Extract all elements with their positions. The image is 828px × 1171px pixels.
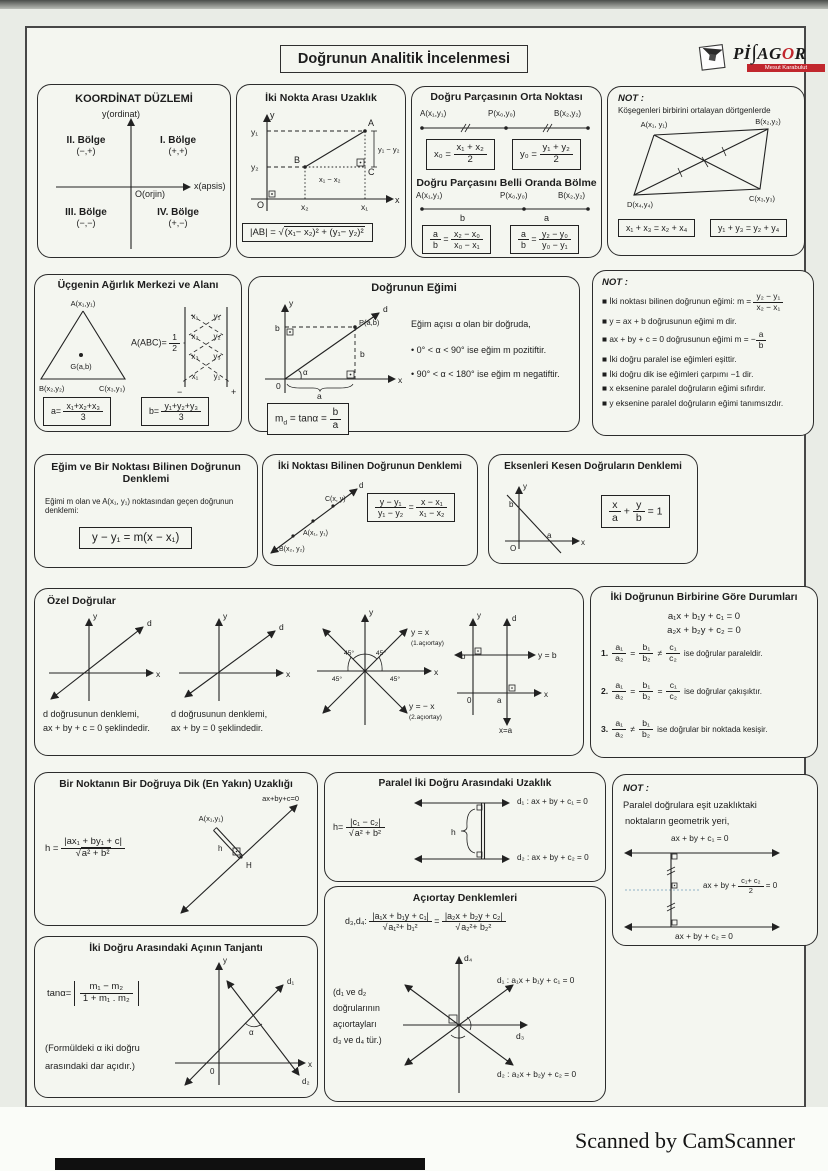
- box-title: KOORDİNAT DÜZLEMİ: [75, 93, 193, 105]
- y1-label: y₁: [251, 127, 259, 137]
- line-d-label: d: [359, 481, 364, 490]
- note-line4: d₃ ve d₄ tür.): [333, 1035, 382, 1045]
- fraction: $\frac{\text{y₁+y₂+y₃}}{3}$: [161, 401, 200, 422]
- point-b-label: B: [294, 155, 301, 165]
- fraction: $\frac{\text{c₁+ c₂}}{2}$: [738, 877, 763, 895]
- dy-label: y₁ − y₂: [378, 145, 400, 154]
- fraction: $\frac{a}{b}$: [430, 229, 441, 250]
- det-cell: x₃: [191, 352, 199, 361]
- angle-45-label: 45°: [343, 650, 355, 657]
- slope-note-line2: • 0° < α < 90° ise eğim m pozitiftir.: [411, 345, 547, 355]
- logo-subtitle: Mesut Karabulut: [747, 64, 825, 72]
- quadrant-sign: (−,+): [76, 146, 96, 156]
- box-title: Doğru Parçasının Orta Noktası: [430, 91, 583, 103]
- scan-edge-artifact-bottom: [55, 1158, 425, 1170]
- fraction: $\frac{\text{y₁ + y₂}}{2}$: [540, 143, 573, 166]
- y-axis-label: y: [270, 110, 275, 120]
- y-axis-label: y: [477, 611, 481, 620]
- two-point-line-diagram: [267, 479, 369, 559]
- quadrant-name: I. Bölge: [159, 135, 197, 146]
- alpha-label: α: [303, 368, 308, 377]
- det-cell: x₂: [191, 332, 199, 341]
- x-axis-label: x: [398, 375, 403, 385]
- b-label: b: [461, 652, 466, 661]
- a-intercept-label: a: [547, 531, 552, 540]
- page-title: Doğrunun Analitik İncelenmesi: [280, 45, 528, 73]
- y-axis-label: y(ordinat): [102, 109, 141, 119]
- x-axis-label: x: [581, 538, 585, 547]
- case-text: ise doğrular bir noktada kesişir.: [657, 724, 768, 734]
- note-item-7: ■ y eksenine paralel doğruların eğimi tanımsızdır.: [602, 397, 784, 408]
- case-number: 3.: [601, 724, 609, 735]
- note-item-3: ■ ax + by + c = 0 doğrusunun eğimi m = − $\frac{a}{b}$: [602, 330, 804, 350]
- fraction: $\frac{\text{|a₁x + b₁y + c₁|}}{\text{√a₁²+ b₁²}}$: [369, 911, 432, 932]
- quadrilateral-diagram: [622, 119, 790, 211]
- pinwheel-logo-icon: [697, 40, 730, 74]
- fraction: $\frac{\text{c₁}}{\text{c₂}}$: [666, 643, 680, 664]
- fraction: $\frac{\text{a₁}}{\text{a₂}}$: [612, 681, 626, 702]
- b-side-label: b: [360, 349, 365, 359]
- box-title: İki Nokta Arası Uzaklık: [265, 92, 377, 104]
- point-b-label: B(x₂,y₂): [558, 191, 586, 200]
- point-a-label: A(x₁, y₁): [640, 120, 668, 129]
- agirlik-merkezi-box: [34, 274, 242, 432]
- fraction: $\frac{b}{a}$: [330, 407, 342, 431]
- point-a-label: A(x₁, y₁): [303, 530, 328, 537]
- scan-edge-artifact: [0, 0, 828, 9]
- angle-45-label: 45°: [331, 676, 343, 683]
- fraction: $\frac{\text{x₁ + x₂}}{2}$: [454, 143, 487, 166]
- dogrunun-egimi-box: [248, 276, 580, 432]
- b-intercept-label: b: [509, 500, 514, 509]
- dik-uzaklik-box: [34, 772, 318, 926]
- camscanner-watermark: Scanned by CamScanner: [575, 1128, 795, 1153]
- line-d-label: d: [512, 614, 517, 623]
- x-axis-label: x: [395, 195, 400, 205]
- formula-lhs: |AB| =: [250, 227, 276, 238]
- point-b-label: B(x₂,y₂): [39, 384, 65, 393]
- x2-label: x₂: [301, 202, 309, 212]
- y-axis-label: y: [289, 298, 294, 308]
- x-sum-formula: x₁ + x₃ = x₂ + x₄: [618, 219, 695, 237]
- pisagor-logo: [697, 36, 825, 78]
- fraction: $\frac{\text{m₁ − m₂}}{\text{1 + m₁ . m₂}}$: [80, 982, 133, 1005]
- middle-line-equation: ax + by + $\frac{\text{c₁+ c₂}}{2}$ = 0: [703, 876, 778, 895]
- zero-label: 0: [467, 696, 472, 705]
- point-a-label: A: [368, 118, 375, 128]
- equals: =: [408, 501, 414, 512]
- fraction: $\frac{y}{b}$: [633, 499, 645, 524]
- not-egim-box: [592, 270, 814, 436]
- y-equals-b-label: y = b: [538, 650, 557, 660]
- origin-label: O(orjin): [135, 189, 166, 199]
- distance-formula: h = $\frac{\text{|ax₁ + by₁ + c|}}{\text{√a² + b²}}$: [45, 837, 125, 860]
- intercept-line-diagram: [499, 481, 587, 557]
- quadrant-sign: (−,−): [76, 218, 96, 228]
- tangent-formula: tanα= $\frac{\text{m₁ − m₂}}{\text{1 + m₁ . m₂}}$: [47, 981, 139, 1006]
- coordinate-plane-diagram: [38, 107, 230, 253]
- x-axis-label: x(apsis): [194, 181, 226, 191]
- second-bisector-label: (2.açıortay): [409, 714, 442, 721]
- note-label: NOT :: [602, 277, 628, 288]
- ratio-y-formula: [510, 225, 579, 254]
- paralel-uzaklik-box: [324, 772, 606, 882]
- angle-between-lines-diagram: [163, 953, 313, 1093]
- d3-label: d₃: [516, 1031, 525, 1041]
- fraction: $\frac{\text{b₁}}{\text{b₂}}$: [639, 681, 653, 702]
- note-item-1: ■ İki noktası bilinen doğrunun eğimi: m = $\frac{\text{y₂ − y₁}}{\text{x₂ − x₁}}$: [602, 292, 804, 312]
- ozel-dogrular-box: [34, 588, 584, 756]
- b-axis-label: b: [275, 323, 280, 333]
- not-paralel-box: [612, 774, 818, 946]
- segment-diagram: [420, 121, 592, 135]
- aciortay-box: [324, 886, 606, 1102]
- fraction: $\frac{\text{x − x₁}}{\text{x₁ − x₂}}$: [416, 497, 447, 518]
- intercept-formula: [601, 495, 670, 528]
- iki-nokta-denklem-box: [262, 454, 478, 566]
- note-label: NOT :: [618, 93, 644, 104]
- fraction: $\frac{a}{b}$: [756, 330, 767, 350]
- y2-label: y₂: [251, 162, 259, 172]
- quadrant-3: [46, 207, 126, 228]
- formula-lhs: y₀ =: [520, 148, 537, 160]
- centroid-label: G(a,b): [70, 362, 92, 371]
- y-axis-label: y: [93, 611, 98, 621]
- point-a-label: A(x₁,y₁): [416, 191, 443, 200]
- line1-equation: a₁x + b₁y + c₁ = 0: [667, 611, 741, 622]
- quadrant-name: II. Bölge: [66, 135, 106, 146]
- case-intersecting: 3. $\frac{\text{a₁}}{\text{a₂}}$ ≠ $\frac{\text{b₁}}{\text{b₂}}$ ise doğrular bir noktada kesişir.: [601, 718, 768, 739]
- line-d-label: d: [279, 622, 284, 632]
- point-c-label: C(x₃,y₃): [99, 384, 126, 393]
- point-p-label: P(x₀,y₀): [488, 109, 516, 118]
- fraction: $\frac{\text{a₁}}{\text{a₂}}$: [612, 719, 626, 740]
- point-c-label: C(x₃,y₃): [748, 194, 776, 203]
- note-line1: (d₁ ve d₂: [333, 987, 367, 997]
- eksenleri-kesen-box: [488, 454, 698, 564]
- caption-2-line2: ax + by = 0 şeklindedir.: [171, 723, 264, 733]
- a-label: a: [317, 391, 322, 401]
- midpoint-x-formula: [426, 139, 495, 170]
- denominator: √a² + b²: [348, 828, 381, 839]
- box-title: Açıortay Denklemleri: [412, 892, 518, 904]
- y-equals-minus-x-label: y = − x: [409, 701, 435, 711]
- y-equals-x-label: y = x: [411, 627, 430, 637]
- fraction: $\frac{a}{b}$: [518, 229, 529, 250]
- description: Eğimi m olan ve A(x₁, y₁) noktasından geçen doğrunun denklemi:: [45, 497, 234, 515]
- parallel-lines-diagram: [411, 793, 515, 871]
- denominator: √a² + b²: [75, 847, 110, 859]
- det-cell: y₂: [213, 332, 221, 341]
- dx-label: x₁ − x₂: [319, 175, 341, 184]
- logo-brand-part: R: [794, 44, 807, 63]
- box-title: Doğrunun Eğimi: [371, 282, 457, 294]
- area-formula-lhs: A(ABC)= $\frac{1}{2}$ ·: [131, 332, 186, 353]
- note-line2: doğrularının: [333, 1003, 380, 1013]
- denominator: √a₂²+ b₂²: [455, 922, 492, 933]
- equals-one: = 1: [647, 505, 663, 518]
- quadrant-2: [46, 135, 126, 156]
- not-dortgen-box: [607, 86, 805, 256]
- y-axis-label: y: [223, 611, 228, 621]
- line-d-label: d: [383, 304, 388, 314]
- note-line3: açıortayları: [333, 1019, 377, 1029]
- two-point-formula: [367, 493, 455, 522]
- slope-note-line3: • 90° < α < 180° ise eğim m negatiftir.: [411, 369, 560, 379]
- centroid-a-formula: a= $\frac{\text{x₁+x₂+x₃}}{3}$: [43, 397, 111, 426]
- first-bisector-label: (1.açıortay): [411, 640, 444, 647]
- note-line1: (Formüldeki α iki doğru: [45, 1043, 140, 1053]
- box-title: İki Doğru Arasındaki Açının Tanjantı: [89, 943, 263, 954]
- note-line2: arasındaki dar açıdır.): [45, 1061, 135, 1071]
- one-half: $\frac{1}{2}$: [169, 333, 180, 354]
- x-axis-label: x: [308, 1060, 312, 1069]
- box-title: Bir Noktanın Bir Doğruya Dik (En Yakın) Uzaklığı: [59, 779, 293, 790]
- fraction: $\frac{\text{a₁}}{\text{a₂}}$: [612, 643, 626, 664]
- d2-equation: d₂ : a₂x + b₂y + c₂ = 0: [497, 1069, 577, 1079]
- fraction: $\frac{\text{y − y₁}}{\text{y₁ − y₂}}$: [375, 497, 406, 518]
- point-p-label: P(a,b): [359, 318, 380, 327]
- d2-equation: d₂ : ax + by + c₂ = 0: [517, 853, 589, 862]
- plus-sign: +: [231, 387, 237, 397]
- point-a-label: A(x₁,y₁): [420, 109, 447, 118]
- line-equation-label: ax+by+c=0: [262, 794, 299, 803]
- box-title: İki Noktası Bilinen Doğrunun Denklemi: [278, 461, 462, 472]
- logo-text: [733, 42, 825, 72]
- x-axis-label: x: [286, 669, 291, 679]
- slope-note-line1: Eğim açısı α olan bir doğruda,: [411, 319, 531, 329]
- fraction: $\frac{\text{b₁}}{\text{b₂}}$: [639, 643, 653, 664]
- h-label: h: [218, 844, 223, 853]
- tanjant-box: [34, 936, 318, 1098]
- ratio-x-formula: [422, 225, 491, 254]
- radical: [278, 226, 364, 238]
- angle-45-label: 45°: [389, 676, 401, 683]
- midpoint-y-formula: [512, 139, 581, 170]
- caption-1-line1: d doğrusunun denklemi,: [43, 709, 140, 719]
- segment-a-label: a: [544, 213, 550, 223]
- box-title: İki Doğrunun Birbirine Göre Durumları: [610, 592, 798, 603]
- distance-diagram: [241, 109, 401, 217]
- distance-formula: h= $\frac{\text{|c₁ − c₂|}}{\text{√a² + b²}}$: [333, 817, 385, 839]
- x-axis-label: x: [434, 667, 439, 677]
- note-line1: Paralel doğrulara eşit uzaklıktaki: [623, 800, 757, 810]
- point-d-label: D(x₄,y₄): [626, 200, 654, 209]
- point-b-label: B(x₂, y₂): [279, 546, 305, 553]
- foot-point-label: H: [246, 861, 252, 870]
- segment-b-label: b: [460, 213, 466, 223]
- fraction: $\frac{x}{a}$: [609, 499, 621, 524]
- top-line-equation: ax + by + c₁ = 0: [671, 833, 729, 843]
- line2-equation: a₂x + b₂y + c₂ = 0: [667, 625, 741, 636]
- radicand: (x₁− x₂)² + (y₁− y₂)²: [284, 227, 364, 238]
- logo-brand-part: Pİ: [733, 44, 751, 63]
- logo-brand: [733, 42, 825, 63]
- equals: =: [434, 915, 440, 926]
- fraction: $\frac{\text{c₁}}{\text{c₂}}$: [666, 681, 680, 702]
- h-label: h: [451, 827, 456, 837]
- koordinat-duzlemi-box: [37, 84, 231, 258]
- zero-label: 0: [210, 1067, 215, 1076]
- point-a-label: A(x₁,y₁): [70, 299, 96, 308]
- det-cell: y₁: [213, 372, 221, 381]
- quadrant-name: IV. Bölge: [157, 207, 199, 218]
- note-item-5: ■ İki doğru dik ise eğimleri çarpımı −1 dir.: [602, 368, 754, 379]
- note-label: NOT :: [623, 783, 649, 794]
- alpha-label: α: [249, 1028, 254, 1037]
- point-c-label: C(x, y): [325, 496, 346, 503]
- fraction: $\frac{\text{x₂ − x₀}}{\text{x₀ − x₁}}$: [451, 229, 483, 250]
- a-label: a: [497, 696, 502, 705]
- box-title: Eksenleri Kesen Doğruların Denklemi: [504, 461, 682, 472]
- line-d-label: d: [147, 618, 152, 628]
- d1-equation: d₁ : ax + by + c₁ = 0: [517, 797, 588, 806]
- det-cell: x₁: [191, 312, 199, 321]
- quadrant-name: III. Bölge: [65, 207, 107, 218]
- logo-brand-part: AG: [757, 44, 782, 63]
- note-item-6: ■ x eksenine paralel doğruların eğimi sıfırdır.: [602, 383, 766, 394]
- d1-equation: d₁ : a₁x + b₁y + c₁ = 0: [497, 975, 575, 985]
- d2-label: d₂: [302, 1077, 310, 1086]
- fraction: $\frac{\text{|c₁ − c₂|}}{\text{√a² + b²}}$: [346, 817, 385, 839]
- general-line-diagram: [41, 609, 163, 705]
- bisector-lines-diagram: [303, 607, 453, 735]
- y-axis-label: y: [523, 482, 527, 491]
- y-sum-formula: y₁ + y₃ = y₂ + y₄: [710, 219, 787, 237]
- d1-label: d₁: [287, 977, 295, 986]
- equals: =: [443, 233, 449, 244]
- det-cell: x₁: [191, 372, 199, 381]
- quadrant-4: [138, 207, 218, 228]
- iki-nokta-uzaklik-box: [236, 84, 406, 258]
- box-subtitle: Doğru Parçasını Belli Oranda Bölme: [416, 177, 597, 189]
- absolute-value: [74, 981, 139, 1006]
- point-b-label: B(x₂,y₂): [554, 109, 582, 118]
- case-number: 1.: [601, 648, 609, 659]
- fraction: $\frac{\text{y₂ − y₀}}{\text{y₀ − y₁}}$: [539, 229, 571, 250]
- point-b-label: B(x₂,y₂): [755, 117, 781, 126]
- logo-brand-part: O: [781, 44, 795, 63]
- origin-label: O: [510, 544, 517, 553]
- quadrant-1: [138, 135, 218, 156]
- origin-label: O: [257, 200, 265, 210]
- bisector-formula: [345, 911, 506, 932]
- logo-brand-part: ∫: [751, 40, 758, 64]
- origin-line-diagram: [171, 609, 293, 705]
- fraction: $\frac{\text{x₁+x₂+x₃}}{3}$: [63, 401, 102, 422]
- det-cell: y₃: [213, 352, 221, 361]
- case-number: 2.: [601, 686, 609, 697]
- box-title: Özel Doğrular: [47, 595, 116, 607]
- orta-noktasi-box: [411, 86, 602, 258]
- case-parallel: 1. $\frac{\text{a₁}}{\text{a₂}}$ = $\frac{\text{b₁}}{\text{b₂}}$ ≠ $\frac{\text{c₁}}{\text{c₂}}$ ise doğrular paraleldir.: [601, 642, 763, 663]
- slope-formula: $m_d = \tan\alpha$ = $\frac{b}{a}$: [267, 403, 349, 435]
- slope-diagram: [255, 297, 407, 401]
- point-slope-formula: y − y₁ = m(x − x₁): [79, 527, 192, 549]
- case-coincident: 2. $\frac{\text{a₁}}{\text{a₂}}$ = $\frac{\text{b₁}}{\text{b₂}}$ = $\frac{\text{c₁}}{\text{c₂}}$ ise doğrular çakışıktır.: [601, 680, 762, 701]
- equals: =: [531, 233, 537, 244]
- box-title: Paralel İki Doğru Arasındaki Uzaklık: [378, 778, 552, 789]
- centroid-b-formula: b= $\frac{\text{y₁+y₂+y₃}}{3}$: [141, 397, 209, 426]
- denominator: √a₁²+ b₁²: [382, 922, 418, 933]
- d4-label: d₄: [464, 953, 473, 963]
- point-a-label: A(x₁,y₁): [198, 814, 224, 823]
- x-equals-a-label: x=a: [499, 726, 513, 735]
- fraction: $\frac{\text{y₂ − y₁}}{\text{x₂ − x₁}}$: [753, 292, 783, 312]
- y-axis-label: y: [223, 956, 227, 965]
- formula-lhs: x₀ =: [434, 148, 451, 160]
- plus: +: [623, 505, 630, 518]
- iki-dogru-durumlari-box: [590, 586, 818, 758]
- x-axis-label: x: [156, 669, 161, 679]
- distance-formula: [242, 223, 373, 242]
- note-item-2: ■ y = ax + b doğrusunun eğimi m dir.: [602, 316, 737, 327]
- case-text: ise doğrular paraleldir.: [683, 648, 763, 658]
- det-cell: y₁: [213, 312, 221, 321]
- horizontal-vertical-lines-diagram: [449, 607, 575, 735]
- fraction: $\frac{\text{b₁}}{\text{b₂}}$: [639, 719, 653, 740]
- x-axis-label: x: [544, 690, 548, 699]
- box-title: Eğim ve Bir Noktası Bilinen Doğrunun Denklemi: [51, 461, 241, 485]
- caption-1-line2: ax + by + c = 0 şeklindedir.: [43, 723, 150, 733]
- quadrant-sign: (+,+): [168, 146, 188, 156]
- sheet-frame: [25, 26, 806, 1108]
- determinant-diagram: [177, 301, 239, 411]
- bottom-line-equation: ax + by + c₂ = 0: [675, 931, 733, 941]
- x1-label: x₁: [361, 202, 369, 212]
- egim-nokta-denklem-box: [34, 454, 258, 568]
- caption-2-line1: d doğrusunun denklemi,: [171, 709, 268, 719]
- fraction: $\frac{\text{|a₂x + b₂y + c₂|}}{\text{√a₂²+ b₂²}}$: [442, 911, 506, 932]
- quadrant-sign: (+,−): [168, 218, 188, 228]
- angle-45-label: 45°: [375, 650, 387, 657]
- box-title: Üçgenin Ağırlık Merkezi ve Alanı: [57, 279, 219, 291]
- sqrt-sign: √: [278, 227, 284, 238]
- minus-sign: −: [177, 387, 183, 397]
- note-item-4: ■ İki doğru paralel ise eğimleri eşittir.: [602, 354, 737, 365]
- case-text: ise doğrular çakışıktır.: [684, 686, 762, 696]
- formula-lhs: d₃,d₄:: [345, 915, 367, 926]
- note-line2: noktaların geometrik yeri,: [625, 816, 730, 826]
- fraction: $\frac{\text{|ax₁ + by₁ + c|}}{\text{√a² + b²}}$: [61, 837, 125, 860]
- ratio-segment-diagram: [420, 203, 592, 215]
- point-c-label: C: [368, 167, 375, 177]
- note-text: Köşegenleri birbirini ortalayan dörtgenlerde: [618, 106, 771, 115]
- point-p-label: P(x₀,y₀): [500, 191, 528, 200]
- y-axis-label: y: [369, 607, 374, 617]
- triangle-diagram: [37, 297, 133, 397]
- perpendicular-distance-diagram: [163, 791, 313, 919]
- origin-label: 0: [276, 381, 281, 391]
